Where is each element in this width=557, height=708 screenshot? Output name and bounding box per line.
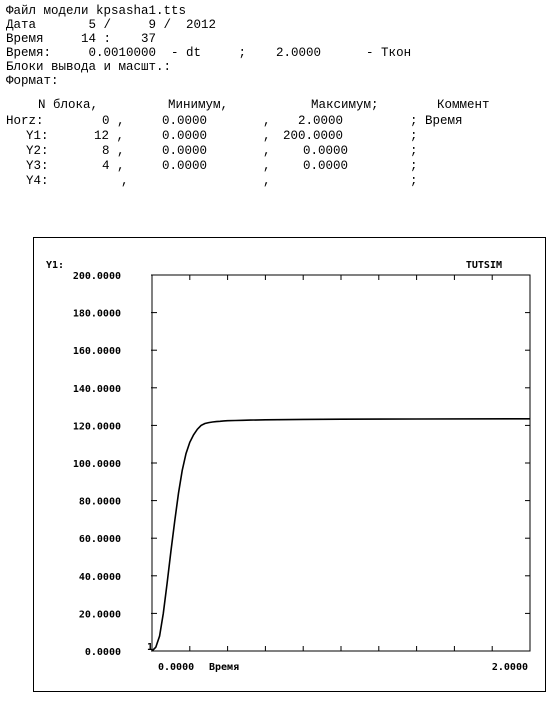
y-tick-label: 100.0000 [72, 459, 121, 470]
row-sep: , [263, 159, 271, 173]
row-max: 0.0000 [303, 144, 349, 158]
row-end: ; [410, 174, 418, 188]
row-block: 0 , [102, 114, 125, 128]
row-max: 200.0000 [283, 129, 344, 143]
row-sep: , [263, 174, 271, 188]
row-sep: , [263, 114, 271, 128]
row-block: 4 , [102, 159, 125, 173]
row-min: 0.0000 [162, 159, 208, 173]
y-tick-label: 0.0000 [84, 647, 121, 658]
x-tick-label: 0.0000 [158, 662, 195, 673]
row-end: ; [410, 159, 418, 173]
row-end: ; [410, 114, 418, 128]
timestep-line: Время: 0.0010000 - dt ; 2.0000 - Ткон [6, 46, 412, 60]
date-line: Дата 5 / 9 / 2012 [6, 18, 217, 32]
y-tick-label: 160.0000 [72, 346, 121, 358]
y-tick-label: 80.0000 [78, 496, 121, 508]
time-line: Время 14 : 37 [6, 32, 157, 46]
series-line [152, 419, 530, 651]
row-max: 0.0000 [303, 159, 349, 173]
x-tick-label: 2.0000 [491, 662, 528, 673]
row-max: 2.0000 [298, 114, 344, 128]
row-label: Y4: [26, 174, 49, 188]
row-sep: , [263, 129, 271, 143]
series-marker: 1 [147, 642, 154, 653]
model-file-line: Файл модели kpsasha1.tts [6, 4, 187, 18]
row-end: ; [410, 129, 418, 143]
y-tick-label: 180.0000 [72, 308, 121, 320]
y-axis-label: Y1: [46, 260, 65, 271]
table-header-max: Максимум; [311, 98, 379, 112]
y-tick-label: 120.0000 [72, 421, 121, 433]
plot-area [152, 275, 530, 651]
table-header-comment: Коммент [437, 98, 490, 112]
y-tick-label: 20.0000 [78, 609, 121, 621]
row-label: Horz: [6, 114, 44, 128]
row-end: ; [410, 144, 418, 158]
row-label: Y3: [26, 159, 49, 173]
row-block: , [121, 174, 129, 188]
row-label: Y2: [26, 144, 49, 158]
row-min: 0.0000 [162, 114, 208, 128]
y-tick-label: 60.0000 [78, 534, 121, 546]
y-tick-label: 40.0000 [78, 571, 121, 583]
output-blocks-line: Блоки вывода и масшт.: [6, 60, 172, 74]
row-min: 0.0000 [162, 144, 208, 158]
row-comment: Время [425, 114, 463, 128]
row-label: Y1: [26, 129, 49, 143]
chart-title: TUTSIM [465, 260, 502, 271]
table-header-min: Минимум, [168, 98, 229, 112]
format-line: Формат: [6, 74, 59, 88]
y-tick-label: 140.0000 [72, 383, 121, 395]
row-block: 8 , [102, 144, 125, 158]
x-axis-label: Время [209, 662, 240, 673]
row-block: 12 , [94, 129, 125, 143]
table-header-block: N блока, [38, 98, 99, 112]
row-sep: , [263, 144, 271, 158]
row-min: 0.0000 [162, 129, 208, 143]
y-tick-label: 200.0000 [72, 271, 121, 282]
